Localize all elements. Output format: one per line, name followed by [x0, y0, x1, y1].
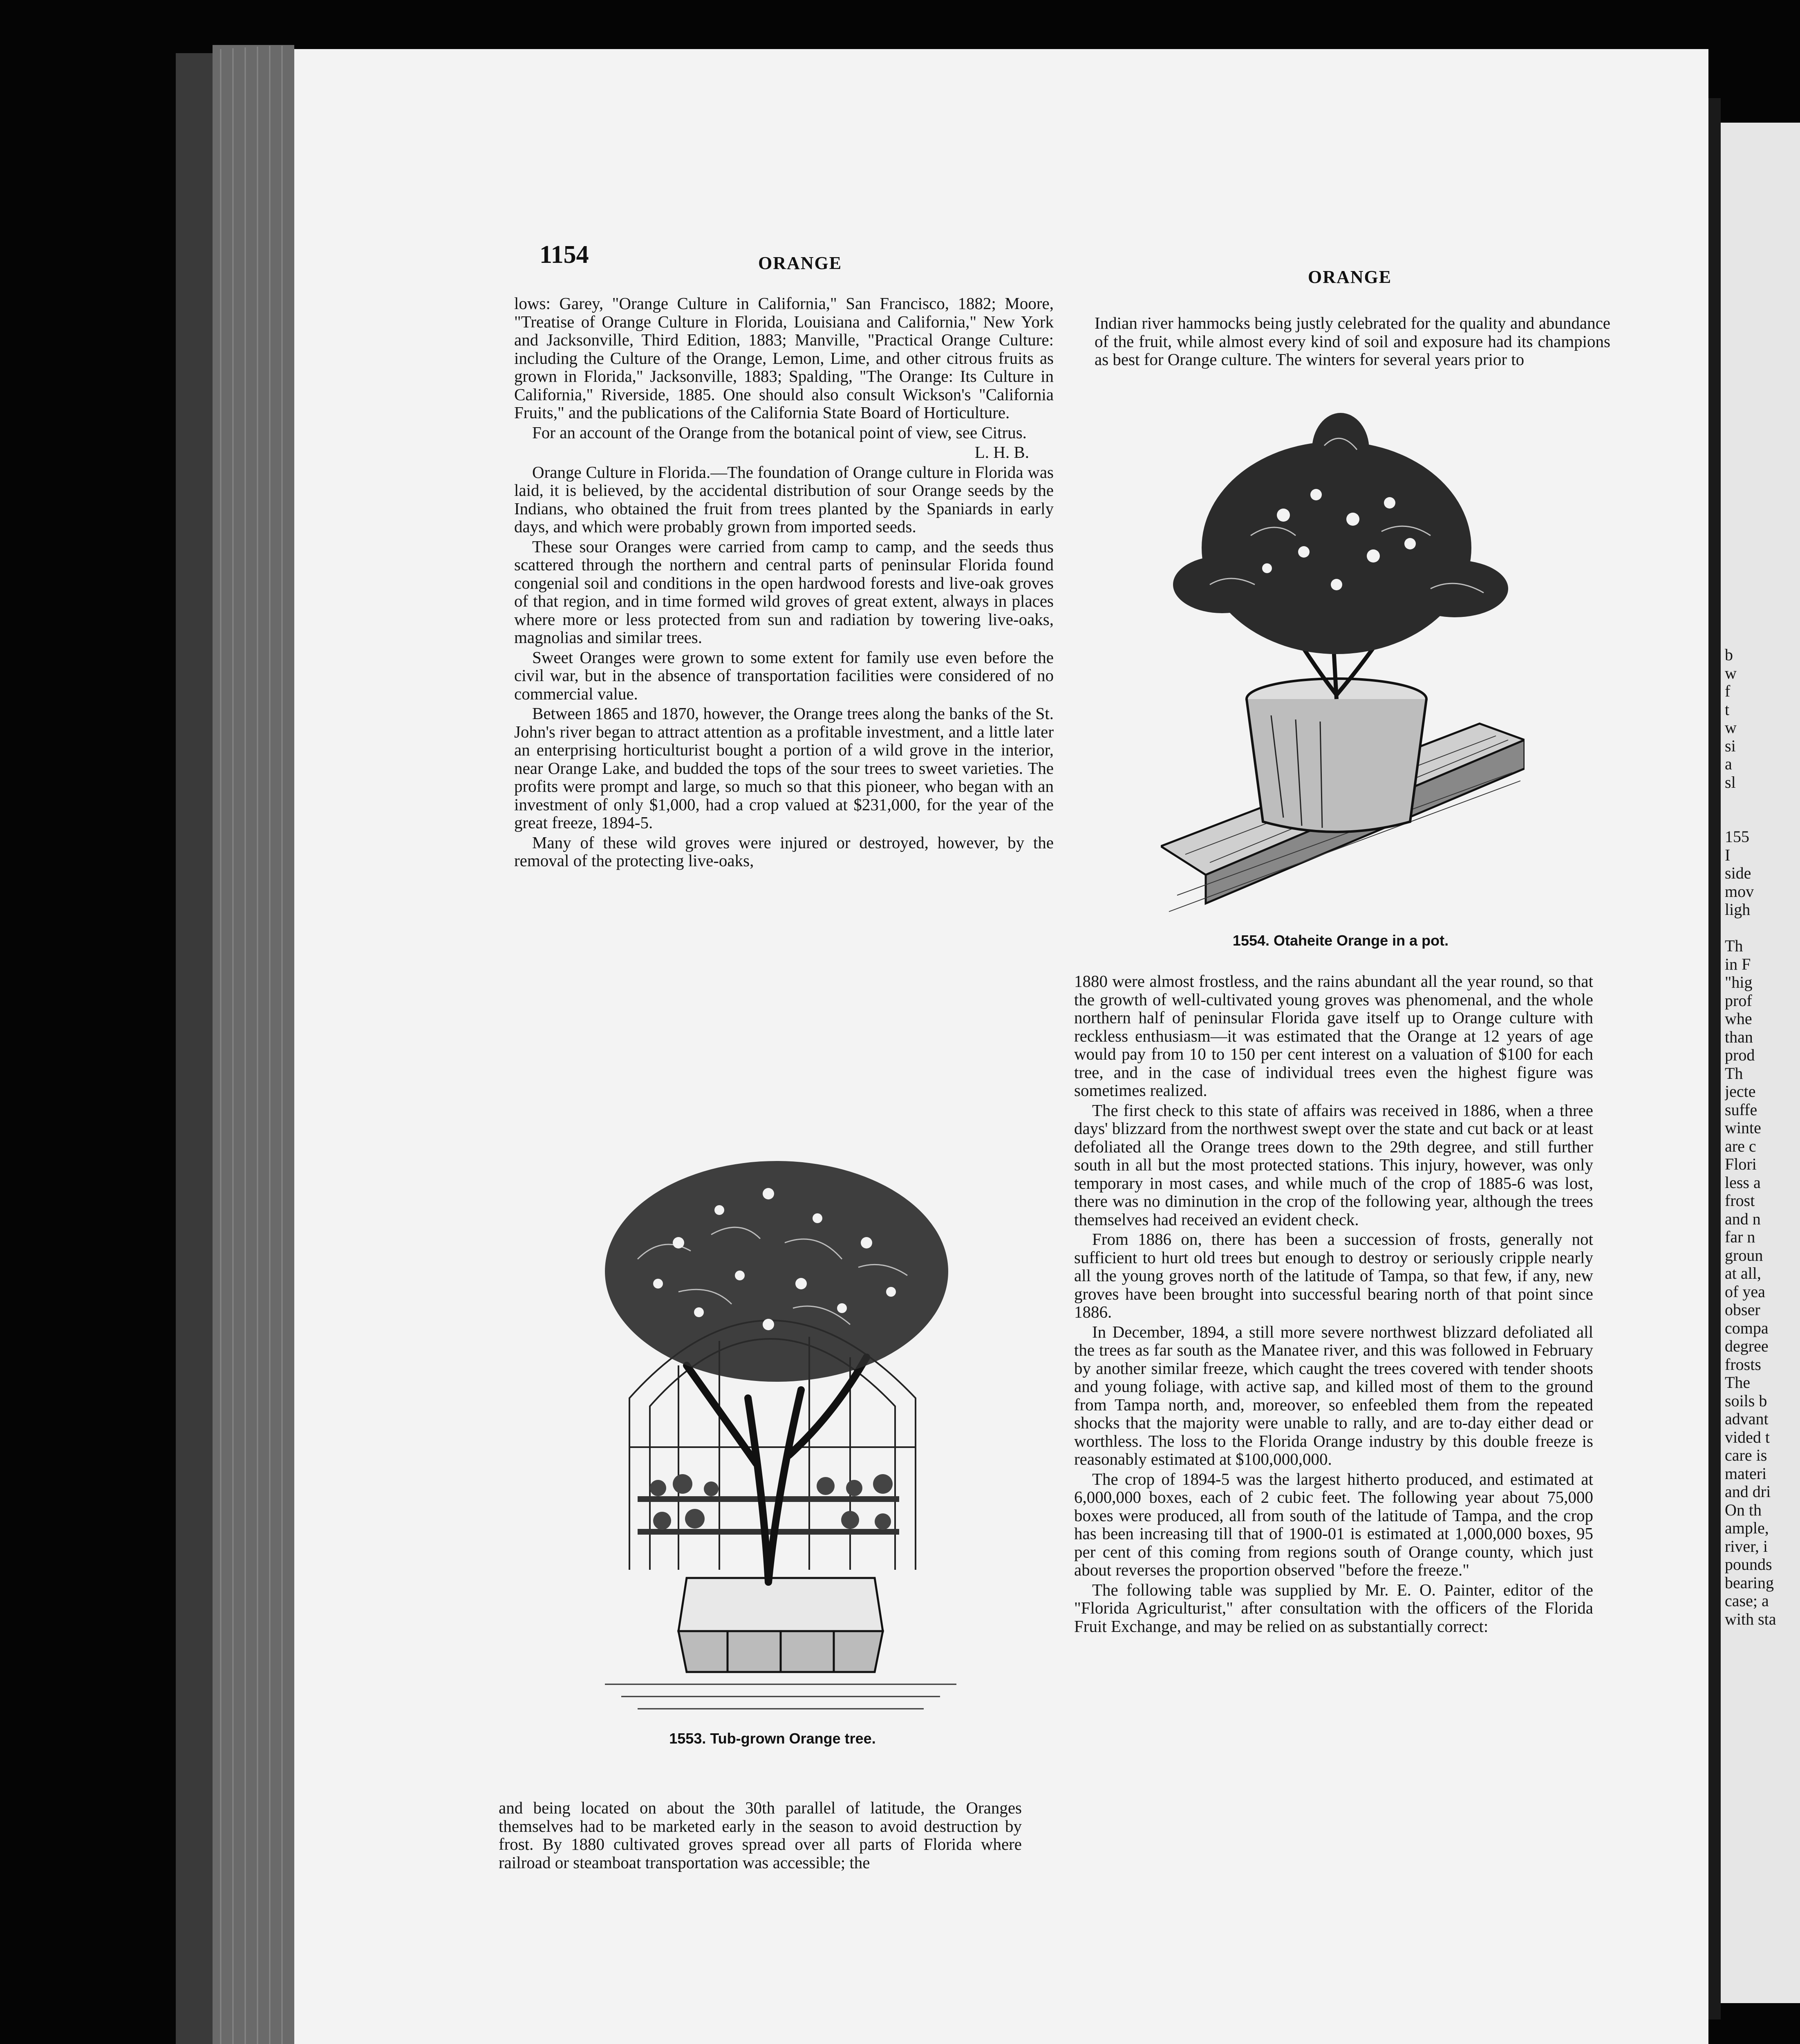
paragraph: Between 1865 and 1870, however, the Orange trees along the banks of the St. John's river began to attract attention as a profitable investment, and a little later an enterprising horticulturist bought a portion of a wild grove in the interior, near Orange Lake, and budded the tops of the sour trees to sweet varieties. The profits were prompt and large, so much so that this pioneer, who began with an investment of only $1,000, had a crop valued at $231,000, for the year of the great freeze, 1894-5. [514, 704, 1054, 832]
facing-page-fragment: sl [1725, 773, 1736, 791]
paragraph: For an account of the Orange from the botanical point of view, see Citrus. [532, 423, 1027, 442]
right-column-upper [1095, 314, 1610, 370]
facing-page-fragment: far n [1725, 1228, 1755, 1246]
facing-page-fragment: 155 [1725, 827, 1749, 846]
facing-page-fragment: pounds [1725, 1555, 1772, 1573]
facing-page-fragment: bearing [1725, 1573, 1774, 1592]
facing-page-fragment: compa [1725, 1318, 1769, 1337]
facing-page-fragment: Th [1725, 937, 1743, 955]
facing-page-fragment: and n [1725, 1209, 1761, 1228]
facing-page-fragment: mov [1725, 882, 1754, 901]
facing-page-fragment: vided t [1725, 1428, 1770, 1446]
facing-page-fragment: w [1725, 663, 1737, 682]
paragraph: The first check to this state of affairs was received in 1886, when a three days' blizzard from the northwest swept over the state and cut back or at least defoliated all the Orange trees down to the 29th degree, and still further south in all but the most protected stations. This injury, however, was only temporary in most cases, and while much of the crop of 1885-6 was lost, there was no diminution in the crop of the following year, although the trees themselves had received an evident check. [1074, 1100, 1593, 1229]
author-initials: L. H. B. [974, 443, 1029, 462]
paragraph: From 1886 on, there has been a succession of frosts, generally not sufficient to hurt old trees but enough to destroy or seriously cripple nearly all the young groves north of the latitude of Tampa, so that few, if any, new groves have been brought into successful bearing north of that point since 1886. [1074, 1230, 1593, 1321]
facing-page-fragment: frost [1725, 1191, 1755, 1210]
facing-page-fragment: at all, [1725, 1264, 1761, 1282]
facing-page-fragment: than [1725, 1027, 1753, 1046]
tub-grown-orange-tree-illustration [556, 1136, 1005, 1717]
facing-page-fragment: f [1725, 682, 1731, 700]
facing-page-fragment: materi [1725, 1464, 1767, 1483]
facing-page-fragment [1725, 810, 1782, 828]
paragraph: and being located on about the 30th parallel of latitude, the Oranges themselves had to be marketed early in the season to avoid destruction by frost. By 1880 cultivated groves spread over all parts of Florida where railroad or steamboat transportation was accessible; the [499, 1798, 1022, 1872]
facing-page-fragment: less a [1725, 1173, 1761, 1192]
facing-page-fragment: with sta [1725, 1609, 1776, 1628]
facing-page-fragment: On th [1725, 1500, 1762, 1519]
paragraph: Many of these wild groves were injured or destroyed, however, by the removal of the protecting live-oaks, [514, 833, 1054, 870]
paragraph: Sweet Oranges were grown to some extent for family use even before the civil war, but in the absence of transportation facilities were considered of no commercial value. [514, 648, 1054, 703]
facing-page-fragment: Th [1725, 1064, 1743, 1083]
facing-page-fragment: w [1725, 718, 1737, 737]
facing-page-fragment: side [1725, 864, 1751, 882]
facing-page-fragment: jecte [1725, 1082, 1756, 1100]
paragraph: These sour Oranges were carried from camp to camp, and the seeds thus scattered through the northern and central parts of peninsular Florida found congenial soil and conditions in the open hardwood forests and live-oak groves of that region, and in time formed wild groves of great extent, always in places where more or less protected from sun and radiation by towering live-oaks, magnolias and similar trees. [514, 537, 1054, 647]
facing-page-fragment [1725, 791, 1782, 810]
otaheite-orange-pot-illustration [1161, 413, 1525, 920]
facing-page-fragment: case; a [1725, 1591, 1769, 1610]
facing-page-text-fragments [1725, 646, 1782, 1628]
facing-page-fragment: are c [1725, 1136, 1756, 1155]
facing-page-fragment: in F [1725, 955, 1751, 973]
facing-page-fragment: degree [1725, 1337, 1769, 1355]
paragraph: lows: Garey, "Orange Culture in California," San Francisco, 1882; Moore, "Treatise of Orange Culture in Florida, Louisiana and California," New York and Jacksonville, Third Edition, 1883; Manville, "Practical Orange Culture: including the Culture of the Orange, Lemon, Lime, and other citrous fruits as grown in Florida," Jacksonville, 1883; Spalding, "The Orange: Its Culture in California," Riverside, 1885. One should also consult Wickson's "California Fruits," and the publications of the California State Board of Horticulture. [514, 294, 1054, 422]
facing-page-fragment: frosts [1725, 1355, 1761, 1374]
paragraph: The crop of 1894-5 was the largest hitherto produced, and estimated at 6,000,000 boxes, each of 2 cubic feet. The following year about 75,000 boxes were produced, all from south of the latitude of Tampa, and the crop has been increasing till that of 1900-01 is estimated at 1,000,000 boxes, 95 per cent of this coming from regions south of Orange county, which just about reverses the proportion observed "before the freeze." [1074, 1469, 1593, 1579]
facing-page-fragment: advant [1725, 1410, 1769, 1428]
facing-page-fragment: si [1725, 736, 1736, 755]
facing-page-fragment: ligh [1725, 900, 1751, 919]
facing-page-fragment: b [1725, 646, 1733, 664]
facing-page-fragment: care is [1725, 1446, 1767, 1464]
facing-page-fragment: a [1725, 755, 1732, 773]
paragraph: The following table was supplied by Mr. E. O. Painter, editor of the "Florida Agriculturist," after consultation with the officers of the Florida Fruit Exchange, and may be relied on as substantially correct: [1074, 1580, 1593, 1636]
facing-page-fragment: t [1725, 700, 1730, 719]
figure-1554-caption: 1554. Otaheite Orange in a pot. [1232, 932, 1449, 949]
facing-page-fragment: ample, [1725, 1519, 1769, 1537]
facing-page-fragment: suffe [1725, 1100, 1757, 1119]
facing-page-fragment [1725, 919, 1782, 937]
facing-page-fragment: prod [1725, 1046, 1755, 1064]
paragraph: Orange Culture in Florida.—The foundation of Orange culture in Florida was laid, it is believed, by the accidental distribution of sour Orange seeds by the Indians, who obtained the fruit from trees planted by the Spaniards in early days, and which were probably grown from imported seeds. [514, 462, 1054, 536]
facing-page-fragment: groun [1725, 1246, 1763, 1264]
facing-page-fragment: The [1725, 1373, 1751, 1392]
paragraph: In December, 1894, a still more severe northwest blizzard defoliated all the trees as far south as the Manatee river, and this was followed in February by another similar freeze, which caught the trees covered with tender shoots and young foliage, with active sap, and killed most of them to the ground from Tampa north, and, moreover, so enfeebled them from the repeated shocks that the majority were unable to rally, and are to-day either dead or worthless. The loss to the Florida Orange industry by this double freeze is reasonably estimated at $100,000,000. [1074, 1322, 1593, 1468]
facing-page-fragment: prof [1725, 991, 1752, 1010]
facing-page-fragment: I [1725, 845, 1731, 864]
facing-page-fragment: whe [1725, 1009, 1752, 1028]
facing-page-fragment: Flori [1725, 1155, 1757, 1173]
page-number: 1154 [540, 241, 589, 269]
right-running-title: ORANGE [1308, 267, 1392, 287]
facing-page-fragment: obser [1725, 1300, 1760, 1319]
facing-page-fragment: and dri [1725, 1482, 1771, 1501]
left-column-lower [499, 1799, 1022, 1873]
facing-page-fragment: winte [1725, 1118, 1761, 1137]
paragraph: 1880 were almost frostless, and the rains abundant all the year round, so that the growth of well-cultivated young groves was phenomenal, and the whole northern half of peninsular Florida gave itself up to Orange culture with reckless enthusiasm—it was estimated that the Orange at 12 years of age would pay from 10 to 150 per cent interest on a valuation of $100 for each tree, and in the case of individual trees even the highest figure was sometimes realized. [1074, 972, 1593, 1100]
paragraph: Indian river hammocks being justly celebrated for the quality and abundance of the fruit, while almost every kind of soil and exposure had its champions as best for Orange culture. The winters for several years prior to [1095, 314, 1610, 369]
left-column-upper [514, 294, 1054, 1120]
facing-page-fragment: river, i [1725, 1537, 1768, 1555]
figure-1553-caption: 1553. Tub-grown Orange tree. [669, 1730, 876, 1747]
left-running-title: ORANGE [758, 253, 842, 273]
facing-page-fragment: soils b [1725, 1391, 1767, 1410]
facing-page-fragment: of yea [1725, 1282, 1765, 1301]
right-column-lower [1074, 972, 1593, 1892]
facing-page-fragment: "hig [1725, 973, 1753, 991]
